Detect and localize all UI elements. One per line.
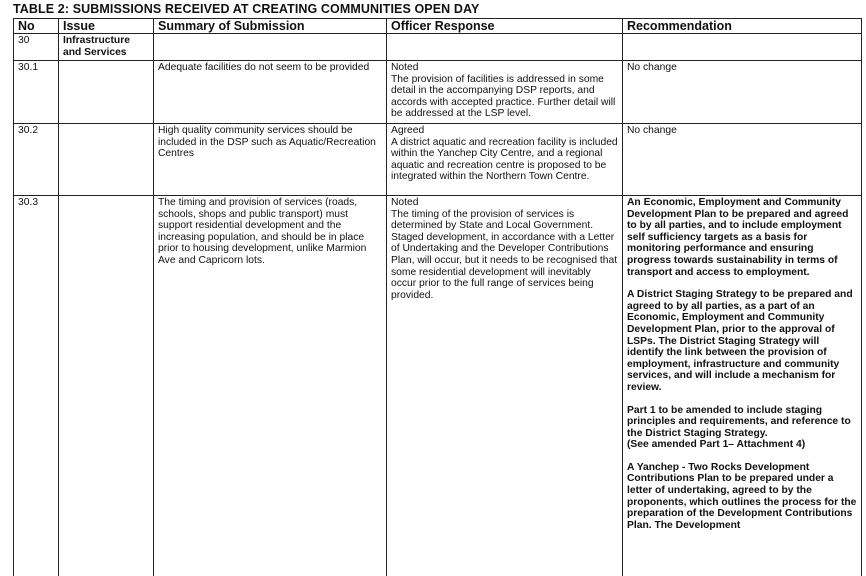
header-no: No [14, 19, 59, 34]
cell-summary: High quality community services should be included in the DSP such as Aquatic/Recreation Centres [154, 124, 387, 196]
table-header-row [14, 19, 862, 34]
cell-no: 30.3 [14, 196, 59, 576]
cell-summary: Adequate facilities do not seem to be provided [154, 61, 387, 124]
header-issue: Issue [59, 19, 154, 34]
recommendation-paragraph: A District Staging Strategy to be prepared and agreed to by all parties, as a part of an Economic, Employment and Community Development Plan, prior to the approval of LSPs. The District Staging Strategy will identify the link between the provision of employment, infrastructure and community services, and will include a mechanism for review. [627, 289, 853, 393]
cell-issue: Infrastructure and Services [59, 34, 154, 61]
cell-recommendation [623, 34, 862, 61]
response-status: Noted [391, 197, 419, 208]
header-officer-response: Officer Response [387, 19, 623, 34]
cell-response [387, 34, 623, 61]
cell-no: 30.1 [14, 61, 59, 124]
cell-issue [59, 124, 154, 196]
response-text: A district aquatic and recreation facility is included within the Yanchep City Centre, and a regional aquatic and recreation centre is proposed to be integrated within the Northern Town Centre. [391, 136, 618, 183]
cell-summary: The timing and provision of services (roads, schools, shops and public transport) must support residential development and the increasing population, and should be in place prior to housing development, unlike Marmion Ave and Capricorn lots. [154, 196, 387, 576]
cell-no: 30.2 [14, 124, 59, 196]
response-text: The timing of the provision of services is determined by State and Local Government. Staged development, in accordance with a Letter of Undertaking and the Developer Contributions Plan, will occur, but it needs to be recognised that some residential development will inevitably occur prior to the full range of services being provided. [391, 208, 618, 301]
cell-recommendation: No change [623, 124, 862, 196]
table-row [14, 124, 862, 196]
response-status: Agreed [391, 125, 425, 136]
response-status: Noted [391, 62, 419, 73]
cell-no: 30 [14, 34, 59, 61]
header-summary: Summary of Submission [154, 19, 387, 34]
table-row [14, 61, 862, 124]
table-row [14, 34, 862, 61]
cell-response [387, 61, 623, 124]
table-title: TABLE 2: SUBMISSIONS RECEIVED AT CREATING COMMUNITIES OPEN DAY [13, 2, 480, 16]
cell-recommendation: No change [623, 61, 862, 124]
table-row [14, 196, 862, 576]
recommendation-paragraph: An Economic, Employment and Community Development Plan to be prepared and agreed to by all parties, and to include employment self sufficiency targets as a basis for monitoring performance and ensuring progress towards sustainability in terms of transport and access to employment. [627, 197, 849, 278]
recommendation-paragraph: A Yanchep - Two Rocks Development Contributions Plan to be prepared under a letter of undertaking, agreed to by the proponents, which outlines the process for the preparation of the Development Contributions Plan. The Development [627, 461, 857, 531]
header-recommendation: Recommendation [623, 19, 862, 34]
cell-issue [59, 61, 154, 124]
cell-recommendation [623, 196, 862, 576]
submissions-table [13, 18, 862, 576]
cell-response [387, 196, 623, 576]
response-text: The provision of facilities is addressed in some detail in the accompanying DSP reports, and accords with accepted practice. Further detail will be addressed at the LSP level. [391, 73, 616, 120]
cell-summary [154, 34, 387, 61]
cell-issue [59, 196, 154, 576]
cell-response [387, 124, 623, 196]
recommendation-paragraph: Part 1 to be amended to include staging principles and requirements, and reference to the District Staging Strategy. (See amended Part 1– Attachment 4) [627, 404, 851, 451]
